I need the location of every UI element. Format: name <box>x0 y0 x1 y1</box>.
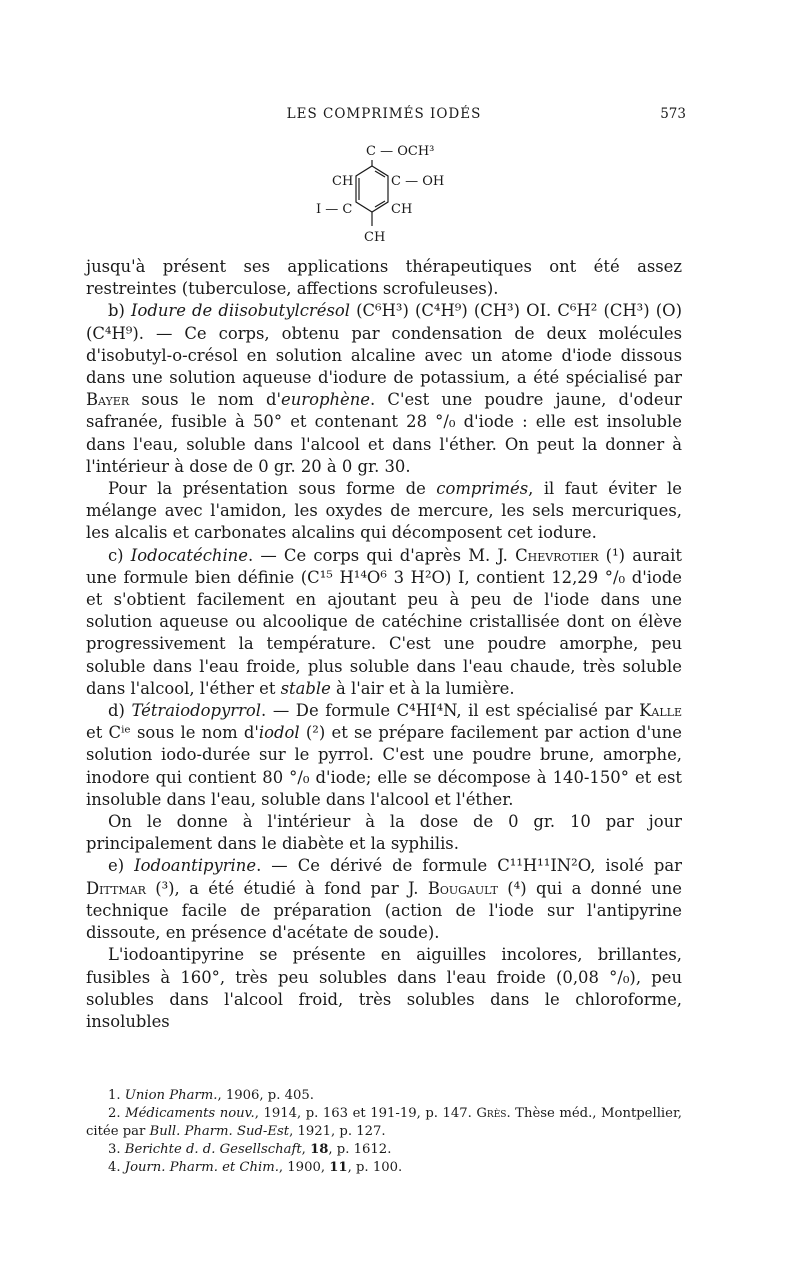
body-text <box>86 256 682 1033</box>
footnote-text: , p. 1612. <box>328 1142 392 1157</box>
author-name: Dittmar <box>86 878 146 898</box>
italic-term: iodol <box>258 723 300 743</box>
author-name: Bougault <box>427 878 498 898</box>
item-heading: Iodure de diisobutylcrésol <box>131 301 350 321</box>
author-name: Chevrotier <box>515 545 599 565</box>
benzene-ring-icon <box>300 144 500 254</box>
paragraph-text: sous le nom d' <box>129 390 282 410</box>
item-heading: Tétraiodopyrrol <box>131 701 262 721</box>
paragraph-text: (³), a été étudié à fond par J. <box>145 878 428 898</box>
chemical-structure-formula <box>300 144 500 254</box>
paragraph-text: . — Ce corps qui d'après M. J. <box>247 545 516 565</box>
footnote-number: 1. <box>108 1088 125 1103</box>
footnote-1 <box>86 1087 682 1105</box>
footnote-number: 3. <box>108 1142 125 1157</box>
item-heading: Iodoantipyrine <box>134 856 257 876</box>
footnote-number: 2. <box>108 1106 126 1121</box>
paragraph-item-d <box>86 700 682 811</box>
footnote-3 <box>86 1141 682 1159</box>
volume-number: 18 <box>310 1142 329 1157</box>
paragraph-text: (¹) aurait une formule bien définie (C¹⁵ H¹⁴O⁶ 3 H²O) I, contient 12,29 °/₀ d'iode et s'obtient facilement en ajoutant peu à peu de l'iode dans une solution aqueuse ou alcoolique de catéchine cristallisée dont on élève progressivement la température. C'est une poudre amorphe, peu soluble dans l'eau froide, plus soluble dans l'eau chaude, très soluble dans l'alcool, l'éther et <box>86 545 682 698</box>
footnote-number: 4. <box>108 1160 125 1175</box>
paragraph-text: L'iodoantipyrine se présente en aiguilles incolores, brillantes, fusibles à 160°, très peu solubles dans l'eau froide (0,08 °/₀), peu solubles dans l'alcool froid, très solubles dans le chloroforme, insolubles <box>86 945 682 1031</box>
paragraph-text: . — Ce dérivé de formule C¹¹H¹¹IN²O, isolé par <box>256 856 682 876</box>
footnote-2 <box>86 1105 682 1141</box>
volume-number: 11 <box>329 1160 348 1175</box>
item-label: e) <box>108 856 135 876</box>
page-number: 573 <box>660 106 686 122</box>
paragraph-text: . C'est une poudre jaune, d'odeur safranée, fusible à 50° et contenant 28 °/₀ d'iode : elle est insoluble dans l'eau, soluble dans l'alcool et dans l'éther. On peut la donner à l'intérieur à dose de 0 gr. 20 à 0 gr. 30. <box>86 390 682 476</box>
paragraph-text: On le donne à l'intérieur à la dose de 0 gr. 10 par jour principalement dans le diabète et la syphilis. <box>86 812 682 854</box>
italic-term: stable <box>280 678 331 698</box>
paragraph-text: à l'air et à la lumière. <box>330 678 515 698</box>
formula-left-lower: I — C <box>316 202 353 217</box>
footnote-source: Berichte d. d. Gesellschaft <box>124 1142 302 1157</box>
paragraph-text: et Cⁱᵉ sous le nom d' <box>86 723 259 743</box>
formula-bottom-group: CH <box>364 230 386 245</box>
footnote-source: Union Pharm. <box>124 1088 218 1103</box>
footnote-text: , 1914, p. 163 et 191-19, p. 147. <box>254 1106 477 1121</box>
formula-right-upper: C — OH <box>391 174 445 189</box>
paragraph-text: . — De formule C⁴HI⁴N, il est spécialisé par <box>261 701 640 721</box>
footnote-source: Bull. Pharm. Sud-Est <box>149 1124 290 1139</box>
paragraph-item-e <box>86 855 682 944</box>
footnote-text: . Thèse méd., Montpellier, citée par <box>86 1106 682 1139</box>
item-label: b) <box>108 301 131 321</box>
paragraph-text: (²) et se prépare facilement par action d'une solution iodo-durée sur le pyrrol. C'est une poudre brune, amorphe, inodore qui contient 80 °/₀ d'iode; elle se décompose à 140-150° et est insoluble dans l'eau, soluble dans l'alcool et l'éther. <box>86 723 682 809</box>
item-label: d) <box>108 701 132 721</box>
italic-term: comprimés <box>436 479 529 499</box>
formula-left-upper: CH <box>332 174 354 189</box>
paragraph-presentation <box>86 478 682 545</box>
paragraph-continuation <box>86 256 682 300</box>
formula-right-lower: CH <box>391 202 413 217</box>
footnote-source: Journ. Pharm. et Chim. <box>124 1160 279 1175</box>
footnotes <box>86 1087 682 1177</box>
page-header <box>86 100 686 130</box>
footnote-text: , 1921, p. 127. <box>289 1124 386 1139</box>
paragraph-dosage <box>86 811 682 855</box>
author-name: Bayer <box>86 390 130 410</box>
italic-term: europhène <box>281 390 371 410</box>
footnote-text: , p. 100. <box>347 1160 403 1175</box>
author-name: Kalle <box>639 701 682 721</box>
item-label: c) <box>108 545 131 565</box>
paragraph-text: jusqu'à présent ses applications thérapeutiques ont été assez restreintes (tuberculose, affections scrofuleuses). <box>86 257 682 299</box>
paragraph-text: (⁴) qui a donné une technique facile de préparation (action de l'iode sur l'antipyrine dissoute, en présence d'acétate de soude). <box>86 878 682 943</box>
paragraph-item-c <box>86 545 682 700</box>
paragraph-iodoantipyrine <box>86 944 682 1033</box>
running-title: LES COMPRIMÉS IODÉS <box>286 106 482 122</box>
paragraph-text: Pour la présentation sous forme de <box>108 479 437 499</box>
item-heading: Iodocatéchine <box>130 545 248 565</box>
footnote-text: , 1900, <box>278 1160 330 1175</box>
author-name: Grès <box>476 1106 507 1121</box>
footnote-text: , <box>301 1142 311 1157</box>
formula-top-group: C — OCH³ <box>366 144 435 159</box>
paragraph-text: , il faut éviter le mélange avec l'amidon, les oxydes de mercure, les sels mercuriques, les alcalis et carbonates alcalins qui décomposent cet iodure. <box>86 479 682 543</box>
footnote-text: , 1906, p. 405. <box>217 1088 314 1103</box>
paragraph-item-b <box>86 300 682 478</box>
paragraph-text: (C⁶H³) (C⁴H⁹) (CH³) OI. C⁶H² (CH³) (O) (C⁴H⁹). — Ce corps, obtenu par condensation de deux molécules d'isobutyl-o-crésol en solution alcaline avec un atome d'iode dissous dans une solution aqueuse d'iodure de potassium, a été spécialisé par <box>86 301 682 388</box>
footnote-4 <box>86 1159 682 1177</box>
footnote-source: Médicaments nouv. <box>125 1106 255 1121</box>
